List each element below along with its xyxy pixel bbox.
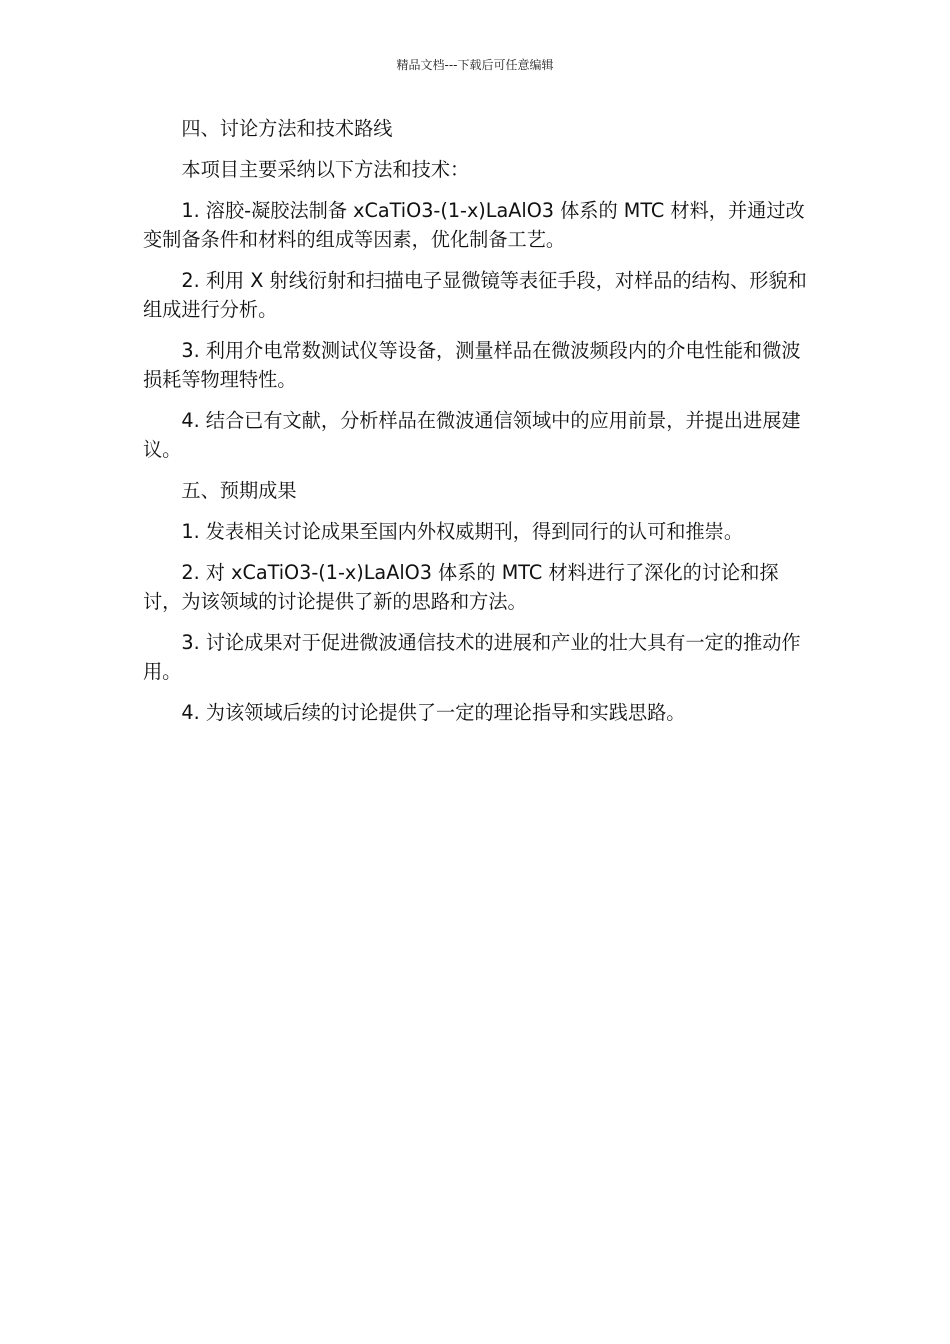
outcomes-item-1: 1. 发表相关讨论成果至国内外权威期刊，得到同行的认可和推崇。	[181, 520, 744, 543]
outcomes-item-3: 3. 讨论成果对于促进微波通信技术的进展和产业的壮大具有一定的推动作用。	[143, 631, 801, 683]
methods-item-3: 3. 利用介电常数测试仪等设备，测量样品在微波频段内的介电性能和微波损耗等物理特性。	[143, 339, 801, 391]
outcomes-item-2: 2. 对 xCaTiO3-(1-x)LaAlO3 体系的 MTC 材料进行了深化的讨论和探讨，为该领域的讨论提供了新的思路和方法。	[143, 561, 779, 613]
page-header: 精品文档---下载后可任意编辑	[396, 58, 554, 72]
outcomes-item-4: 4. 为该领域后续的讨论提供了一定的理论指导和实践思路。	[181, 701, 686, 724]
methods-item-4: 4. 结合已有文献，分析样品在微波通信领域中的应用前景，并提出进展建议。	[143, 409, 801, 461]
methods-item-2: 2. 利用 X 射线衍射和扫描电子显微镜等表征手段，对样品的结构、形貌和组成进行分析。	[143, 269, 807, 321]
methods-item-1: 1. 溶胶-凝胶法制备 xCaTiO3-(1-x)LaAlO3 体系的 MTC 材料，并通过改变制备条件和材料的组成等因素，优化制备工艺。	[143, 199, 805, 251]
methods-intro: 本项目主要采纳以下方法和技术：	[181, 158, 470, 181]
section-heading-methods: 四、讨论方法和技术路线	[181, 117, 393, 140]
document-body	[143, 114, 808, 739]
section-heading-outcomes: 五、预期成果	[181, 479, 297, 502]
